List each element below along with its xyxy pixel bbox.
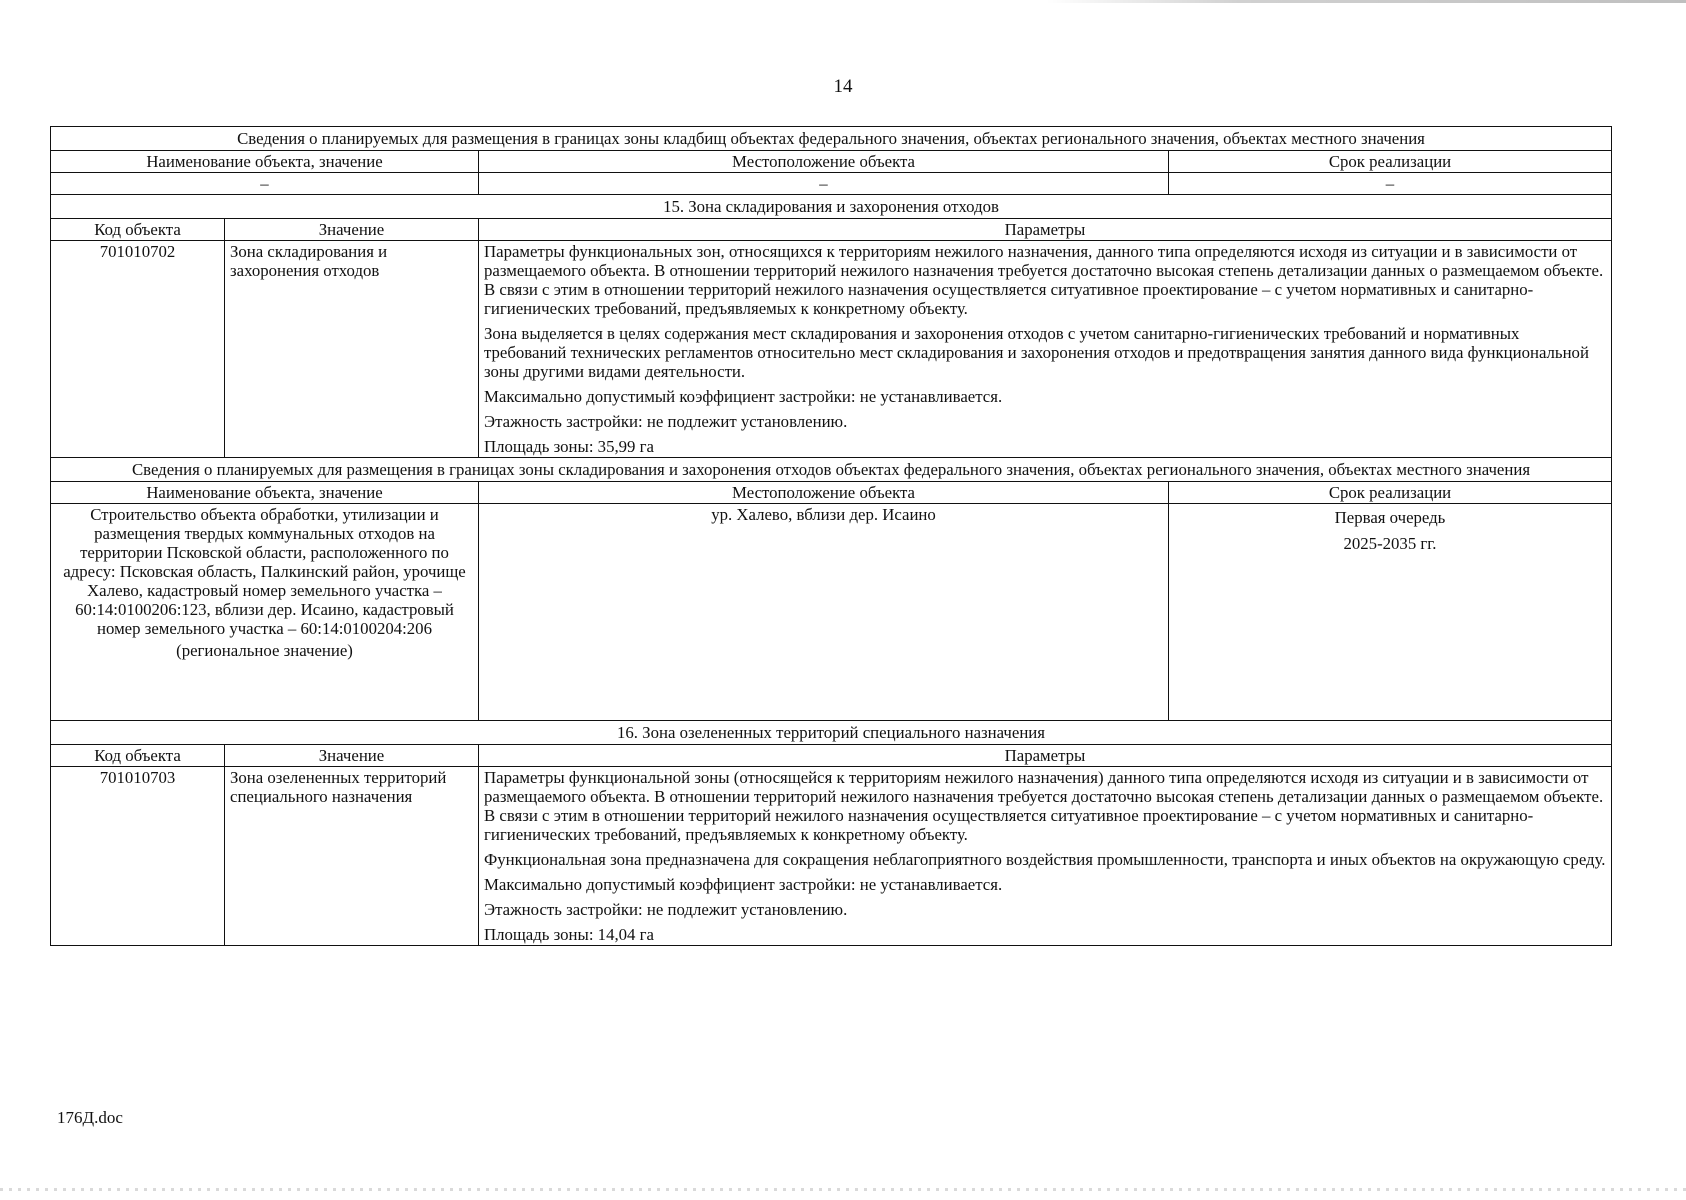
zone16-title: 16. Зона озелененных территорий специального назначения bbox=[51, 721, 1612, 745]
waste-objects-title: Сведения о планируемых для размещения в границах зоны складирования и захоронения отходов объектах федерального значения, объектах регионального значения, объектах местного значения bbox=[51, 458, 1612, 482]
zone16-param-text: Этажность застройки: не подлежит установлению. bbox=[484, 900, 848, 919]
zone16-param-text: Функциональная зона предназначена для сокращения неблагоприятного воздействия промышленности, транспорта и иных объектов на окружающую среду. bbox=[484, 850, 1606, 869]
cemetery-objects-title: Сведения о планируемых для размещения в границах зоны кладбищ объектах федерального значения, объектах регионального значения, объектах местного значения bbox=[51, 127, 1612, 151]
waste-object-location: ур. Халево, вблизи дер. Исаино bbox=[479, 504, 1169, 721]
waste-object-term-stage: Первая очередь bbox=[1334, 508, 1446, 527]
waste-objects-header-row bbox=[51, 482, 1612, 504]
waste-objects-title-row bbox=[51, 458, 1612, 482]
scan-artifact-bottom bbox=[0, 1188, 1686, 1191]
cemetery-object-location: – bbox=[479, 173, 1169, 195]
waste-object-significance: (региональное значение) bbox=[176, 641, 353, 660]
zone15-title: 15. Зона складирования и захоронения отходов bbox=[51, 195, 1612, 219]
page-number: 14 bbox=[833, 76, 853, 97]
zone16-title-row bbox=[51, 721, 1612, 745]
zone15-params bbox=[479, 241, 1612, 458]
waste-object-term-years: 2025-2035 гг. bbox=[1343, 534, 1437, 553]
cemetery-objects-row bbox=[51, 173, 1612, 195]
header-params: Параметры bbox=[479, 219, 1612, 241]
header-object-name: Наименование объекта, значение bbox=[51, 151, 479, 173]
waste-object-term-cell bbox=[1169, 504, 1612, 721]
waste-object-name-cell bbox=[51, 504, 479, 721]
zone16-code: 701010703 bbox=[51, 767, 225, 946]
header-value: Значение bbox=[225, 745, 479, 767]
zone15-param-text: Максимально допустимый коэффициент застройки: не устанавливается. bbox=[484, 387, 1003, 406]
header-object-name: Наименование объекта, значение bbox=[51, 482, 479, 504]
zone15-title-row bbox=[51, 195, 1612, 219]
header-value: Значение bbox=[225, 219, 479, 241]
cemetery-objects-header-row bbox=[51, 151, 1612, 173]
zone16-param-text: Площадь зоны: 14,04 га bbox=[484, 925, 654, 944]
zone15-param-text: Этажность застройки: не подлежит установлению. bbox=[484, 412, 848, 431]
zone15-param-text: Зона выделяется в целях содержания мест складирования и захоронения отходов с учетом санитарно-гигиенических требований и нормативных требований технических регламентов относительно мест складирования и захоронения отходов и предотвращения занятия данного вида функциональной зоны другими видами деятельности. bbox=[484, 324, 1589, 381]
zone15-value: Зона складирования и захоронения отходов bbox=[225, 241, 479, 458]
zone15-row bbox=[51, 241, 1612, 458]
zone15-code: 701010702 bbox=[51, 241, 225, 458]
zones-table bbox=[50, 126, 1612, 946]
cemetery-object-name: – bbox=[51, 173, 479, 195]
header-params: Параметры bbox=[479, 745, 1612, 767]
waste-object-name: Строительство объекта обработки, утилизации и размещения твердых коммунальных отходов на территории Псковской области, расположенного по адресу: Псковская область, Палкинский район, урочище Халево, кадастровый номер земельного участка – 60:14:0100206:123, вблизи дер. Исаино, кадастровый номер земельного участка – 60:14:0100204:206 bbox=[63, 505, 466, 638]
header-object-code: Код объекта bbox=[51, 219, 225, 241]
header-object-location: Местоположение объекта bbox=[479, 482, 1169, 504]
cemetery-objects-title-row bbox=[51, 127, 1612, 151]
zone16-row bbox=[51, 767, 1612, 946]
zone16-header-row bbox=[51, 745, 1612, 767]
zone16-param-text: Максимально допустимый коэффициент застройки: не устанавливается. bbox=[484, 875, 1003, 894]
waste-objects-row bbox=[51, 504, 1612, 721]
zone16-param-text: Параметры функциональной зоны (относящейся к территориям нежилого назначения) данного типа определяются исходя из ситуации и в зависимости от размещаемого объекта. В отношении территорий нежилого назначения требуется достаточно высокая степень детализации данных о размещаемом объекте. В связи с этим в отношении территорий нежилого назначения осуществляется ситуативное проектирование – с учетом нормативных и санитарно-гигиенических требований, предъявляемых к конкретному объекту. bbox=[484, 768, 1604, 844]
document-filename: 176Д.doc bbox=[57, 1108, 123, 1127]
zone16-params bbox=[479, 767, 1612, 946]
header-object-location: Местоположение объекта bbox=[479, 151, 1169, 173]
scan-artifact-top bbox=[1046, 0, 1686, 3]
zone16-value: Зона озелененных территорий специального назначения bbox=[225, 767, 479, 946]
zone15-param-text: Параметры функциональных зон, относящихся к территориям нежилого назначения, данного типа определяются исходя из ситуации и в зависимости от размещаемого объекта. В отношении территорий нежилого назначения требуется достаточно высокая степень детализации данных о размещаемом объекте. В связи с этим в отношении территорий нежилого назначения осуществляется ситуативное проектирование – с учетом нормативных и санитарно-гигиенических требований, предъявляемых к конкретному объекту. bbox=[484, 242, 1604, 318]
zone15-param-text: Площадь зоны: 35,99 га bbox=[484, 437, 654, 456]
cemetery-object-term: – bbox=[1169, 173, 1612, 195]
header-object-code: Код объекта bbox=[51, 745, 225, 767]
zone15-header-row bbox=[51, 219, 1612, 241]
header-implementation-term: Срок реализации bbox=[1169, 482, 1612, 504]
header-implementation-term: Срок реализации bbox=[1169, 151, 1612, 173]
